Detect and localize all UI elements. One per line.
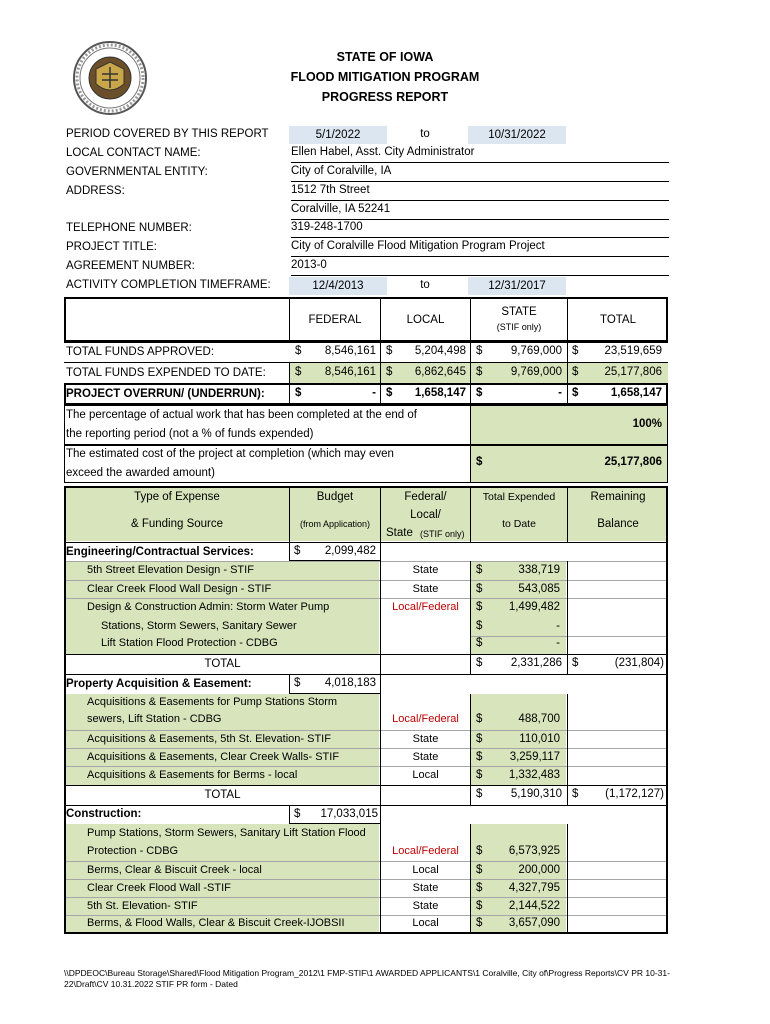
prop-row1-line2: sewers, Lift Station - CDBG bbox=[87, 713, 222, 725]
prop-budget-currency: $ bbox=[294, 677, 301, 689]
eng-row2-desc: Clear Creek Flood Wall Design - STIF bbox=[87, 583, 272, 595]
period-to: to bbox=[420, 128, 430, 140]
const-row2-currency: $ bbox=[476, 864, 483, 876]
overrun-state: - bbox=[558, 387, 562, 399]
col-federal: FEDERAL bbox=[308, 314, 362, 326]
const-row5-currency: $ bbox=[476, 917, 483, 929]
address-line1-field[interactable]: 1512 7th Street bbox=[291, 184, 669, 201]
eng-total: 2,331,286 bbox=[510, 657, 562, 669]
approved-label: TOTAL FUNDS APPROVED: bbox=[66, 346, 215, 358]
eng-row2-amount: 543,085 bbox=[518, 583, 560, 595]
period-label: PERIOD COVERED BY THIS REPORT bbox=[66, 128, 269, 140]
approved-local: 5,204,498 bbox=[414, 345, 466, 357]
est-label-line1: The estimated cost of the project at completion (which may even bbox=[66, 448, 394, 460]
col-state-sub: (STIF only) bbox=[496, 322, 542, 332]
approved-state: 9,769,000 bbox=[510, 345, 562, 357]
eng-row3-currency: $ bbox=[476, 601, 483, 613]
prop-row1-amount: 488,700 bbox=[518, 713, 560, 725]
pct-label-line1: The percentage of actual work that has been completed at the end of bbox=[66, 409, 417, 421]
eng-budget: 2,099,482 bbox=[324, 545, 376, 557]
expended-total: 25,177,806 bbox=[604, 366, 662, 378]
eng-row2-source: State bbox=[412, 583, 439, 595]
prop-row4-source: Local bbox=[412, 769, 439, 781]
prop-heading: Property Acquisition & Easement: bbox=[66, 678, 252, 690]
overrun-total-currency: $ bbox=[572, 387, 579, 399]
eng-row3-amount: 1,499,482 bbox=[508, 601, 560, 613]
eng-row1-currency: $ bbox=[476, 564, 483, 576]
pct-label-line2: the reporting period (not a % of funds expended) bbox=[66, 428, 314, 440]
const-row4-amount: 2,144,522 bbox=[508, 900, 560, 912]
prop-row4-currency: $ bbox=[476, 769, 483, 781]
prop-row3-source: State bbox=[412, 751, 439, 763]
const-row5-source: Local bbox=[412, 917, 439, 929]
const-row1-line1: Pump Stations, Storm Sewers, Sanitary Lift Station Flood bbox=[87, 827, 366, 839]
eng-total-currency: $ bbox=[476, 657, 483, 669]
approved-federal-currency: $ bbox=[295, 345, 302, 357]
approved-total-currency: $ bbox=[572, 345, 579, 357]
prop-row3-amount: 3,259,117 bbox=[509, 751, 560, 763]
period-start[interactable]: 5/1/2022 bbox=[289, 126, 387, 144]
eng-row1-source: State bbox=[412, 564, 439, 576]
const-row3-amount: 4,327,795 bbox=[508, 882, 560, 894]
report-title-line1: STATE OF IOWA bbox=[336, 50, 434, 64]
hdr-budget: Budget bbox=[316, 491, 354, 503]
col-local: LOCAL bbox=[406, 314, 445, 326]
entity-label: GOVERNMENTAL ENTITY: bbox=[66, 166, 208, 178]
prop-row3-currency: $ bbox=[476, 751, 483, 763]
prop-row2-amount: 110,010 bbox=[519, 733, 560, 745]
pct-value[interactable]: 100% bbox=[632, 418, 662, 430]
project-field[interactable]: City of Coralville Flood Mitigation Program Project bbox=[291, 240, 669, 257]
hdr-type-line1: Type of Expense bbox=[134, 491, 220, 503]
const-row3-currency: $ bbox=[476, 882, 483, 894]
const-row1-currency: $ bbox=[476, 845, 483, 857]
overrun-label: PROJECT OVERRUN/ (UNDERRUN): bbox=[66, 388, 265, 400]
eng-remaining: (231,804) bbox=[614, 657, 664, 669]
col-total: TOTAL bbox=[600, 314, 636, 326]
entity-field[interactable]: City of Coralville, IA bbox=[291, 165, 669, 182]
const-row5-desc: Berms, & Flood Walls, Clear & Biscuit Creek-IJOBSII bbox=[87, 917, 345, 929]
contact-label: LOCAL CONTACT NAME: bbox=[66, 147, 201, 159]
eng-row1-amount: 338,719 bbox=[518, 564, 560, 576]
prop-total-label: TOTAL bbox=[204, 789, 241, 801]
prop-row1-line1: Acquisitions & Easements for Pump Stations Storm bbox=[87, 696, 338, 708]
prop-row2-source: State bbox=[412, 733, 439, 745]
phone-field[interactable]: 319-248-1700 bbox=[291, 221, 669, 238]
hdr-remaining-line1: Remaining bbox=[590, 491, 646, 503]
est-value[interactable]: 25,177,806 bbox=[604, 456, 662, 468]
hdr-fed-line3: State bbox=[386, 527, 413, 539]
prop-remaining: (1,172,127) bbox=[605, 788, 664, 800]
const-row2-amount: 200,000 bbox=[518, 864, 560, 876]
col-state: STATE bbox=[501, 306, 537, 318]
expended-state: 9,769,000 bbox=[510, 366, 562, 378]
const-row4-currency: $ bbox=[476, 900, 483, 912]
const-budget-currency: $ bbox=[294, 808, 301, 820]
eng-total-label: TOTAL bbox=[204, 658, 241, 670]
overrun-federal: - bbox=[372, 387, 376, 399]
file-path-footer bbox=[64, 968, 714, 991]
report-title-line2: FLOOD MITIGATION PROGRAM bbox=[290, 70, 480, 84]
const-budget: 17,033,015 bbox=[320, 808, 378, 820]
address-line2-field[interactable]: Coralville, IA 52241 bbox=[291, 203, 669, 220]
eng-row1-desc: 5th Street Elevation Design - STIF bbox=[87, 564, 254, 576]
hdr-expended-line1: Total Expended bbox=[482, 491, 556, 503]
const-row2-source: Local bbox=[412, 864, 439, 876]
prop-total: 5,190,310 bbox=[510, 788, 562, 800]
file-path-line1: \\DPDEOC\Bureau Storage\Shared\Flood Mitigation Program_2012\1 FMP-STIF\1 AWARDED APPLICANTS\1 Coralville, City of\Progress Reports\CV PR 10-31- bbox=[64, 968, 670, 978]
eng-row4-desc: Stations, Storm Sewers, Sanitary Sewer bbox=[101, 620, 297, 632]
const-row2-desc: Berms, Clear & Biscuit Creek - local bbox=[87, 864, 262, 876]
prop-row1-source: Local/Federal bbox=[392, 713, 459, 725]
approved-state-currency: $ bbox=[476, 345, 483, 357]
expended-total-currency: $ bbox=[572, 366, 579, 378]
timeframe-start[interactable]: 12/4/2013 bbox=[289, 277, 387, 295]
period-end[interactable]: 10/31/2022 bbox=[468, 126, 566, 144]
hdr-fed-sub: (STIF only) bbox=[420, 529, 465, 539]
project-label: PROJECT TITLE: bbox=[66, 241, 157, 253]
prop-row4-amount: 1,332,483 bbox=[508, 769, 560, 781]
const-row4-source: State bbox=[412, 900, 439, 912]
eng-row2-currency: $ bbox=[476, 583, 483, 595]
const-row5-amount: 3,657,090 bbox=[508, 917, 560, 929]
prop-row2-currency: $ bbox=[476, 733, 483, 745]
overrun-local-currency: $ bbox=[386, 387, 393, 399]
expended-local: 6,862,645 bbox=[414, 366, 466, 378]
expended-label: TOTAL FUNDS EXPENDED TO DATE: bbox=[66, 367, 266, 379]
phone-label: TELEPHONE NUMBER: bbox=[66, 222, 192, 234]
overrun-local: 1,658,147 bbox=[414, 387, 466, 399]
timeframe-to: to bbox=[420, 279, 430, 291]
eng-row3-desc: Design & Construction Admin: Storm Water Pump bbox=[87, 601, 330, 613]
file-path-line2: 22\Draft\CV 10.31.2022 STIF PR form - Dated bbox=[64, 979, 238, 990]
expended-federal: 8,546,161 bbox=[324, 366, 376, 378]
eng-row5-amount: - bbox=[556, 637, 560, 649]
address-label: ADDRESS: bbox=[66, 185, 125, 197]
eng-row5-currency: $ bbox=[476, 637, 483, 649]
hdr-fed-line1: Federal/ bbox=[404, 491, 447, 503]
agreement-field[interactable]: 2013-0 bbox=[291, 259, 669, 276]
hdr-expended-line2: to Date bbox=[502, 518, 536, 530]
eng-row4-currency: $ bbox=[476, 620, 483, 632]
expended-local-currency: $ bbox=[386, 366, 393, 378]
const-row1-amount: 6,573,925 bbox=[508, 845, 560, 857]
prop-row4-desc: Acquisitions & Easements for Berms - local bbox=[87, 769, 298, 781]
hdr-type-line2: & Funding Source bbox=[130, 518, 224, 530]
contact-field[interactable]: Ellen Habel, Asst. City Administrator bbox=[291, 146, 669, 163]
eng-row4-amount: - bbox=[556, 620, 560, 632]
overrun-total: 1,658,147 bbox=[610, 387, 662, 399]
hdr-fed-line2: Local/ bbox=[410, 509, 441, 521]
prop-row2-desc: Acquisitions & Easements, 5th St. Elevation- STIF bbox=[87, 733, 331, 745]
est-label-line2: exceed the awarded amount) bbox=[66, 467, 215, 479]
prop-remaining-currency: $ bbox=[572, 788, 579, 800]
hdr-budget-sub: (from Application) bbox=[299, 519, 371, 529]
const-row3-desc: Clear Creek Flood Wall -STIF bbox=[87, 882, 231, 894]
timeframe-end[interactable]: 12/31/2017 bbox=[468, 277, 566, 295]
overrun-federal-currency: $ bbox=[295, 387, 302, 399]
eng-budget-currency: $ bbox=[294, 545, 301, 557]
est-currency: $ bbox=[476, 456, 483, 468]
expended-federal-currency: $ bbox=[295, 366, 302, 378]
eng-row5-desc: Lift Station Flood Protection - CDBG bbox=[101, 637, 278, 649]
prop-budget: 4,018,183 bbox=[324, 677, 376, 689]
hdr-remaining-line2: Balance bbox=[597, 518, 639, 530]
eng-remaining-currency: $ bbox=[572, 657, 579, 669]
expended-state-currency: $ bbox=[476, 366, 483, 378]
timeframe-label: ACTIVITY COMPLETION TIMEFRAME: bbox=[66, 279, 271, 291]
approved-local-currency: $ bbox=[386, 345, 393, 357]
const-row3-source: State bbox=[412, 882, 439, 894]
approved-total: 23,519,659 bbox=[604, 345, 662, 357]
const-row4-desc: 5th St. Elevation- STIF bbox=[87, 900, 198, 912]
eng-row3-source: Local/Federal bbox=[392, 601, 459, 613]
const-row1-line2: Protection - CDBG bbox=[87, 845, 179, 857]
approved-federal: 8,546,161 bbox=[324, 345, 376, 357]
overrun-state-currency: $ bbox=[476, 387, 483, 399]
const-row1-source: Local/Federal bbox=[392, 845, 459, 857]
prop-row3-desc: Acquisitions & Easements, Clear Creek Walls- STIF bbox=[87, 751, 340, 763]
report-title-line3: PROGRESS REPORT bbox=[321, 90, 449, 104]
agreement-label: AGREEMENT NUMBER: bbox=[66, 260, 195, 272]
prop-row1-currency: $ bbox=[476, 713, 483, 725]
const-heading: Construction: bbox=[66, 808, 142, 820]
eng-heading: Engineering/Contractual Services: bbox=[66, 546, 254, 558]
prop-total-currency: $ bbox=[476, 788, 483, 800]
